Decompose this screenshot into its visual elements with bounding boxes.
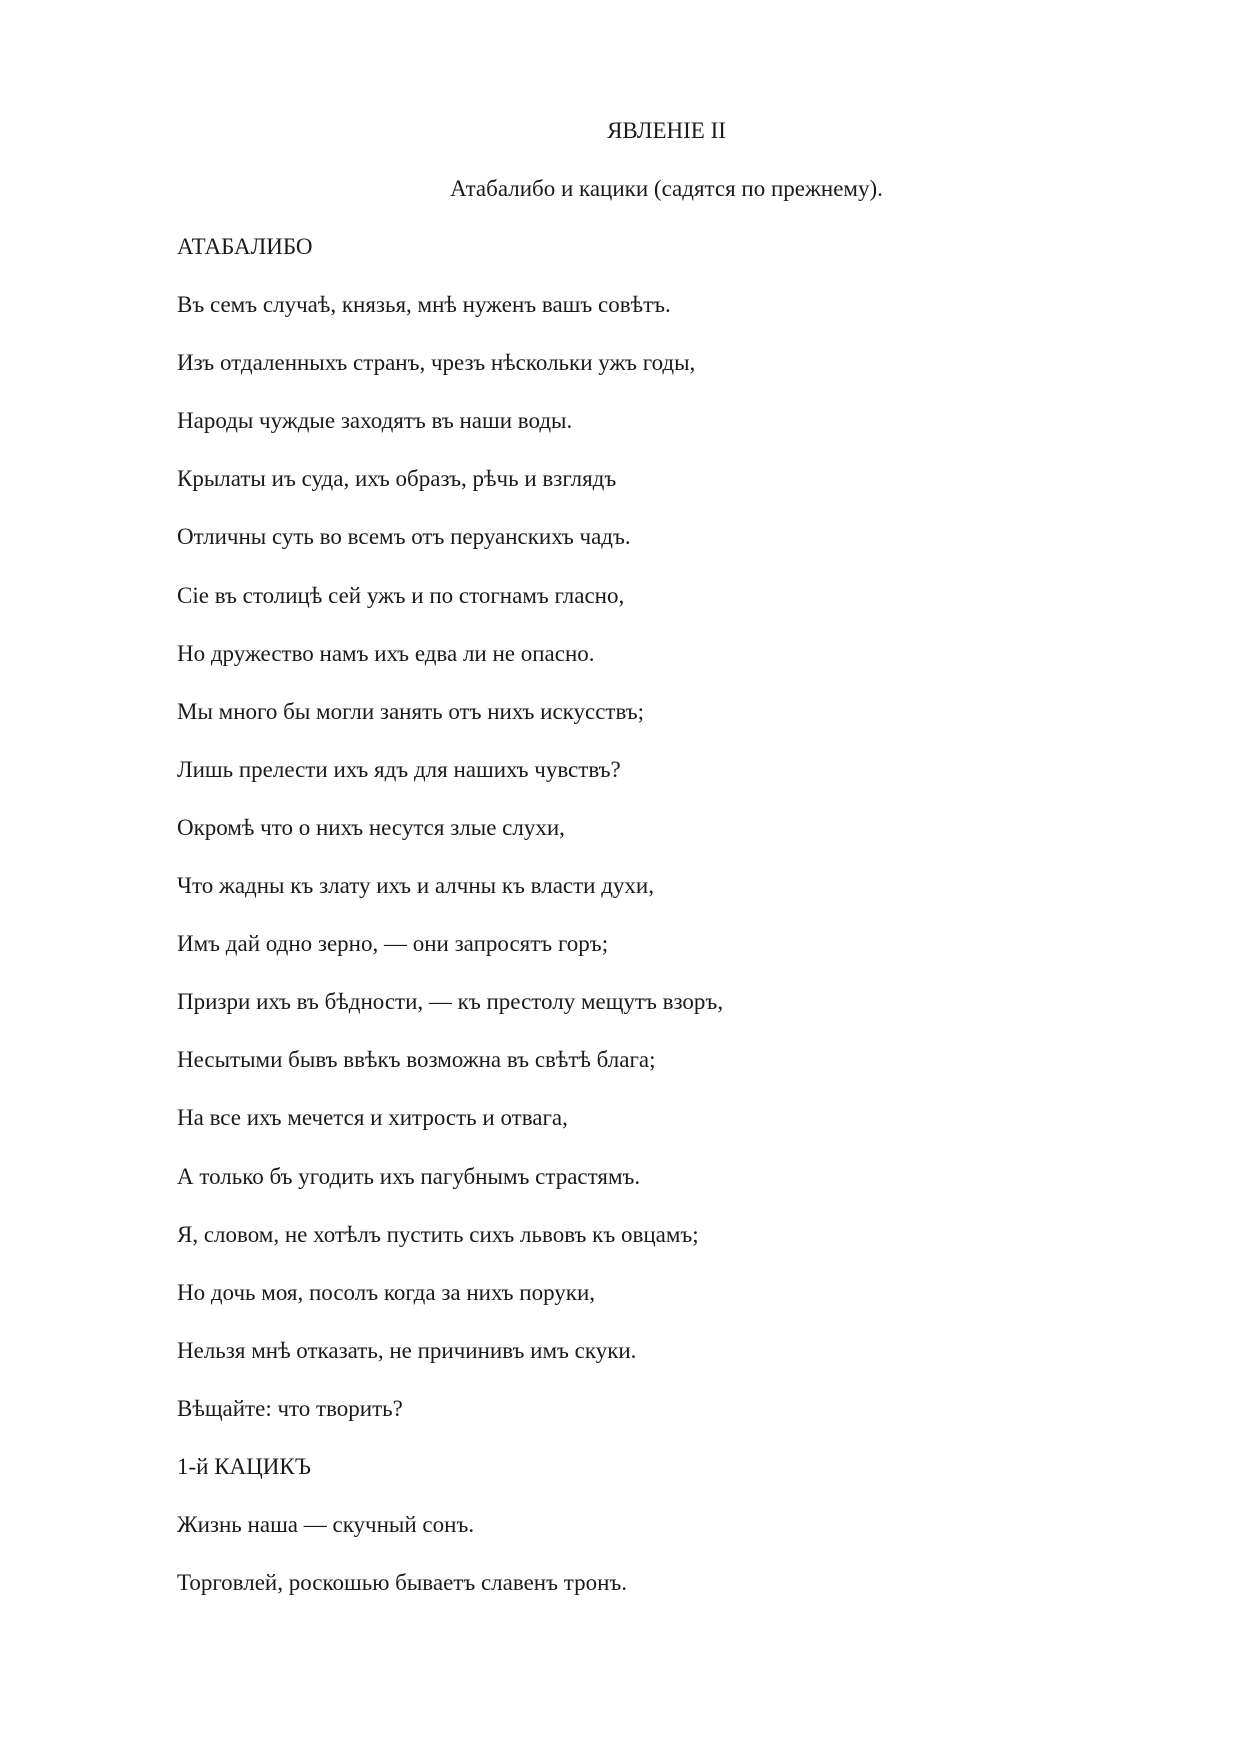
scene-title: ЯВЛЕНІЕ II bbox=[607, 118, 726, 143]
verse-line: Что жадны къ злату ихъ и алчны къ власти духи, bbox=[177, 873, 654, 899]
verse-line: Но дружество намъ ихъ едва ли не опасно. bbox=[177, 640, 595, 666]
speaker-name: 1-й КАЦИКЪ bbox=[177, 1453, 311, 1479]
verse-line: Изъ отдаленныхъ странъ, чрезъ нѣскольки ужъ годы, bbox=[177, 350, 696, 376]
verse-line: Торговлей, роскошью бываетъ славенъ тронъ. bbox=[177, 1570, 628, 1596]
verse-line: Народы чуждые заходятъ въ наши воды. bbox=[177, 408, 573, 434]
verse-line: Имъ дай одно зерно, — они запросятъ горъ; bbox=[177, 931, 609, 957]
verse-line: Въ семъ случаѣ, князья, мнѣ нуженъ вашъ совѣтъ. bbox=[177, 292, 671, 318]
verse-line: Несытыми бывъ ввѣкъ возможна въ свѣтѣ блага; bbox=[177, 1047, 656, 1073]
verse-line: Отличны суть во всемъ отъ перуанскихъ чадъ. bbox=[177, 524, 631, 550]
verse-line: Крылаты иъ суда, ихъ образъ, рѣчь и взглядъ bbox=[177, 466, 617, 492]
verse-line: Вѣщайте: что творить? bbox=[177, 1395, 403, 1421]
speaker-name: АТАБАЛИБО bbox=[177, 234, 313, 259]
verse-line: Жизнь наша — скучный сонъ. bbox=[177, 1512, 475, 1538]
verse-line: Окромѣ что о нихъ несутся злые слухи, bbox=[177, 814, 565, 840]
verse-line: Я, словом, не хотѣлъ пустить сихъ львовъ къ овцамъ; bbox=[177, 1221, 699, 1247]
verse-line: Но дочь моя, посолъ когда за нихъ поруки, bbox=[177, 1279, 595, 1305]
verse-line: А только бъ угодить ихъ пагубнымъ страстямъ. bbox=[177, 1163, 641, 1189]
verse-line: Призри ихъ въ бѣдности, — къ престолу мещутъ взоръ, bbox=[177, 989, 724, 1015]
verse-line: Лишь прелести ихъ ядъ для нашихъ чувствъ? bbox=[177, 756, 621, 782]
verse-line: Нельзя мнѣ отказать, не причинивъ имъ скуки. bbox=[177, 1337, 637, 1363]
verse-line: На все ихъ мечется и хитрость и отвага, bbox=[177, 1105, 568, 1131]
play-text bbox=[177, 232, 1177, 1626]
stage-direction: Атабалибо и кацики (садятся по прежнему). bbox=[450, 176, 883, 201]
verse-line: Сіе въ столицѣ сей ужъ и по стогнамъ гласно, bbox=[177, 582, 625, 608]
verse-line: Мы много бы могли занять отъ нихъ искусствъ; bbox=[177, 698, 645, 724]
